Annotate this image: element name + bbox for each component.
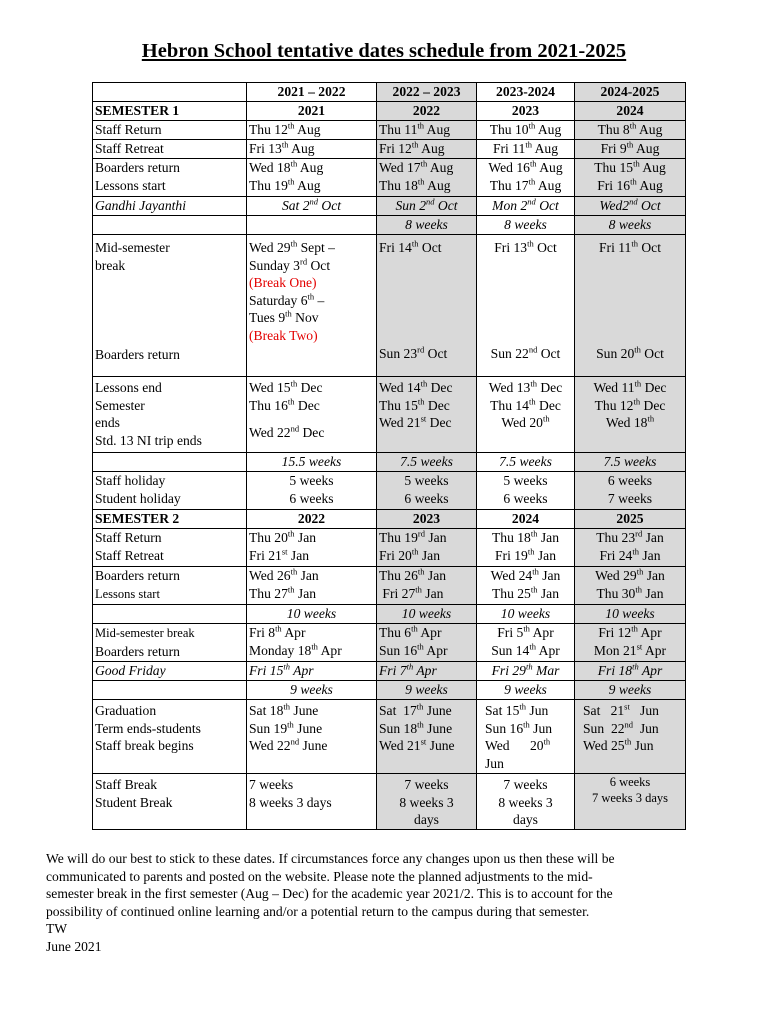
holiday-value: 5 weeks <box>404 473 449 488</box>
row-label-line: Std. 13 NI trip ends <box>95 432 202 448</box>
year-cell: 2021 <box>247 102 377 121</box>
date-cell: Fri 8th Apr Monday 18th Apr <box>247 624 377 662</box>
table-row <box>93 121 686 140</box>
year-cell: 2024 <box>575 102 686 121</box>
date-cell: Fri 12th Aug <box>377 140 477 159</box>
footnote-line: communicated to parents and posted on the website. Please note the planned adjustments to the mid- <box>46 868 593 884</box>
weeks-row <box>93 605 686 624</box>
break-cell <box>575 774 686 830</box>
break-one-note: (Break One) <box>249 275 317 290</box>
date-cell: Thu 11th Aug <box>377 121 477 140</box>
row-label-line: Boarders return <box>95 643 180 659</box>
row-label-line: Staff break begins <box>95 738 194 753</box>
table-row <box>93 624 686 662</box>
row-label-line: Student Break <box>95 794 173 810</box>
date-cell: Wed 29th Sept – Sunday 3rd Oct (Break One) Saturday 6th – Tues 9th Nov (Break Two) <box>247 235 377 377</box>
row-label <box>93 567 247 605</box>
holiday-cell <box>377 472 477 510</box>
date-cell: Wed 11th Dec Thu 12th Dec Wed 18th <box>575 377 686 453</box>
break-cell <box>477 774 575 830</box>
date-cell: Thu 18th Jan Fri 19th Jan <box>477 529 575 567</box>
date-cell: Thu 26th Jan Fri 27th Jan <box>377 567 477 605</box>
table-row <box>93 774 686 830</box>
weeks-cell: 10 weeks <box>575 605 686 624</box>
footnote-author: TW <box>46 921 68 937</box>
date-cell: Thu 23rd Jan Fri 24th Jan <box>575 529 686 567</box>
date-cell: Thu 12th Aug <box>247 121 377 140</box>
table-row <box>93 159 686 197</box>
date-cell: Fri 18th Apr <box>575 662 686 681</box>
schedule-table <box>92 82 686 830</box>
weeks-cell: 7.5 weeks <box>377 453 477 472</box>
date-cell: Fri 11th Oct Sun 20th Oct <box>575 235 686 377</box>
row-label <box>93 377 247 453</box>
table-row <box>93 377 686 453</box>
weeks-cell: 7.5 weeks <box>477 453 575 472</box>
semester-label: SEMESTER 2 <box>93 510 247 529</box>
row-label <box>93 529 247 567</box>
table-row <box>93 140 686 159</box>
date-cell: Fri 9th Aug <box>575 140 686 159</box>
row-label-line: Mid-semester <box>95 240 170 255</box>
break-value: 7 weeks <box>249 777 294 792</box>
holiday-cell <box>477 472 575 510</box>
date-cell: Thu 10th Aug <box>477 121 575 140</box>
row-label: Good Friday <box>93 662 247 681</box>
holiday-value: 5 weeks <box>289 473 334 488</box>
weeks-cell: 7.5 weeks <box>575 453 686 472</box>
weeks-cell <box>247 216 377 235</box>
date-cell: Sat 17th June Sun 18th June Wed 21st June <box>377 700 477 774</box>
break-value: 8 weeks 3 days <box>249 794 332 810</box>
weeks-row <box>93 681 686 700</box>
date-cell: Thu 6th Apr Sun 16th Apr <box>377 624 477 662</box>
date-cell: Wed 29th Jan Thu 30th Jan <box>575 567 686 605</box>
empty-cell <box>93 216 247 235</box>
row-label-line: Mid-semester break <box>95 626 195 640</box>
date-cell: Wed 18th Aug Thu 19th Aug <box>247 159 377 197</box>
date-cell: Fri 29th Mar <box>477 662 575 681</box>
footnote-date: June 2021 <box>46 938 102 954</box>
date-cell: Wed 16th Aug Thu 17th Aug <box>477 159 575 197</box>
date-cell: Wed 26th Jan Thu 27th Jan <box>247 567 377 605</box>
row-label-line: Boarders return <box>95 568 180 583</box>
date-cell: Fri 11th Aug <box>477 140 575 159</box>
date-cell: Fri 12th Apr Mon 21st Apr <box>575 624 686 662</box>
table-row <box>93 662 686 681</box>
break-value: 7 weeks <box>503 777 548 792</box>
year-cell: 2023 <box>477 102 575 121</box>
row-label-line: Boarders return <box>95 160 180 175</box>
date-cell: Fri 7th Apr <box>377 662 477 681</box>
weeks-cell: 15.5 weeks <box>247 453 377 472</box>
weeks-cell: 9 weeks <box>575 681 686 700</box>
row-label-line: Staff Break <box>95 777 158 792</box>
date-cell: Thu 8th Aug <box>575 121 686 140</box>
year-cell: 2023 <box>377 510 477 529</box>
footnote <box>46 850 736 956</box>
row-label-line: Boarders return <box>95 347 180 362</box>
holiday-value: 6 weeks <box>289 490 334 506</box>
break-value: 6 weeks <box>609 775 651 789</box>
break-two-note: (Break Two) <box>249 327 318 343</box>
weeks-cell: 9 weeks <box>377 681 477 700</box>
semester-1-row <box>93 102 686 121</box>
year-cell: 2025 <box>575 510 686 529</box>
row-label-line: Staff holiday <box>95 473 166 488</box>
date-cell: Thu 20th Jan Fri 21st Jan <box>247 529 377 567</box>
col-header: 2024-2025 <box>575 83 686 102</box>
table-row <box>93 235 686 377</box>
weeks-cell: 8 weeks <box>477 216 575 235</box>
holiday-value: 6 weeks <box>404 490 449 506</box>
header-row <box>93 83 686 102</box>
row-label <box>93 235 247 377</box>
holiday-value: 7 weeks <box>607 490 653 506</box>
empty-cell <box>93 681 247 700</box>
weeks-cell: 10 weeks <box>247 605 377 624</box>
footnote-line: We will do our best to stick to these dates. If circumstances force any changes upon us then these will be <box>46 851 615 866</box>
date-cell: Thu 15th Aug Fri 16th Aug <box>575 159 686 197</box>
page-title: Hebron School tentative dates schedule from 2021-2025 <box>141 40 627 62</box>
break-cell <box>377 774 477 830</box>
row-label-line: Lessons start <box>95 586 160 601</box>
date-cell: Sat 15th Jun Sun 16th Jun Wed 20th Jun <box>477 700 575 774</box>
weeks-cell: 10 weeks <box>477 605 575 624</box>
row-label-line: Lessons start <box>95 177 166 193</box>
row-label-line: Term ends-students <box>95 720 201 736</box>
date-cell: Sat 18th June Sun 19th June Wed 22nd June <box>247 700 377 774</box>
date-cell: Wed 13th Dec Thu 14th Dec Wed 20th <box>477 377 575 453</box>
row-label: Gandhi Jayanthi <box>93 197 247 216</box>
holiday-value: 6 weeks <box>503 490 548 506</box>
table-row <box>93 197 686 216</box>
row-label-line: ends <box>95 415 120 430</box>
semester-label: SEMESTER 1 <box>93 102 247 121</box>
row-label: Staff Return <box>93 121 247 140</box>
weeks-cell: 9 weeks <box>247 681 377 700</box>
break-value: 8 weeks 3 days <box>498 794 553 827</box>
holiday-value: 6 weeks <box>607 473 653 488</box>
weeks-row <box>93 453 686 472</box>
holiday-cell <box>247 472 377 510</box>
row-label-line: break <box>95 257 126 273</box>
date-cell: Fri 13th Aug <box>247 140 377 159</box>
holiday-value: 5 weeks <box>503 473 548 488</box>
semester-2-row <box>93 510 686 529</box>
row-label-line: Staff Retreat <box>95 547 164 563</box>
date-cell: Wed 15th Dec Thu 16th Dec Wed 22nd Dec <box>247 377 377 453</box>
date-cell: Fri 13th Oct Sun 22nd Oct <box>477 235 575 377</box>
date-cell: Wed 17th Aug Thu 18th Aug <box>377 159 477 197</box>
break-value: 8 weeks 3 days <box>399 794 454 827</box>
date-cell: Sun 2nd Oct <box>377 197 477 216</box>
date-cell: Wed2nd Oct <box>575 197 686 216</box>
weeks-row <box>93 216 686 235</box>
footnote-line: semester break in the first semester (Aug – Dec) for the academic year 2021/2. This is to account for the <box>46 886 613 902</box>
row-label <box>93 472 247 510</box>
date-cell: Thu 19rd Jan Fri 20th Jan <box>377 529 477 567</box>
row-label-line: Lessons end <box>95 380 162 395</box>
table-row <box>93 472 686 510</box>
col-header: 2022 – 2023 <box>377 83 477 102</box>
row-label <box>93 700 247 774</box>
empty-cell <box>93 605 247 624</box>
date-cell: Sat 21st Jun Sun 22nd Jun Wed 25th Jun <box>575 700 686 774</box>
table-row <box>93 567 686 605</box>
weeks-cell: 8 weeks <box>377 216 477 235</box>
weeks-cell: 10 weeks <box>377 605 477 624</box>
row-label <box>93 774 247 830</box>
row-label: Staff Retreat <box>93 140 247 159</box>
table-row <box>93 529 686 567</box>
date-cell: Wed 14th Dec Thu 15th Dec Wed 21st Dec <box>377 377 477 453</box>
date-cell: Fri 15th Apr <box>247 662 377 681</box>
weeks-cell: 9 weeks <box>477 681 575 700</box>
holiday-cell <box>575 472 686 510</box>
break-cell <box>247 774 377 830</box>
col-header: 2021 – 2022 <box>247 83 377 102</box>
col-header: 2023-2024 <box>477 83 575 102</box>
date-cell: Wed 24th Jan Thu 25th Jan <box>477 567 575 605</box>
empty-cell <box>93 453 247 472</box>
date-cell: Mon 2nd Oct <box>477 197 575 216</box>
date-cell: Fri 14th Oct Sun 23rd Oct <box>377 235 477 377</box>
footnote-line: possibility of continued online learning and/or a potential return to the campus during that semester. <box>46 903 590 919</box>
row-label <box>93 159 247 197</box>
year-cell: 2022 <box>377 102 477 121</box>
break-value: 7 weeks <box>404 777 449 792</box>
row-label-line: Student holiday <box>95 490 181 506</box>
row-label-line: Graduation <box>95 703 157 718</box>
year-cell: 2022 <box>247 510 377 529</box>
corner-cell <box>93 83 247 102</box>
row-label-line: Semester <box>95 397 145 413</box>
date-cell: Sat 2nd Oct <box>247 197 377 216</box>
year-cell: 2024 <box>477 510 575 529</box>
table-row <box>93 700 686 774</box>
break-value: 7 weeks 3 days <box>591 791 669 805</box>
date-cell: Fri 5th Apr Sun 14th Apr <box>477 624 575 662</box>
row-label <box>93 624 247 662</box>
weeks-cell: 8 weeks <box>575 216 686 235</box>
row-label-line: Staff Return <box>95 530 162 545</box>
